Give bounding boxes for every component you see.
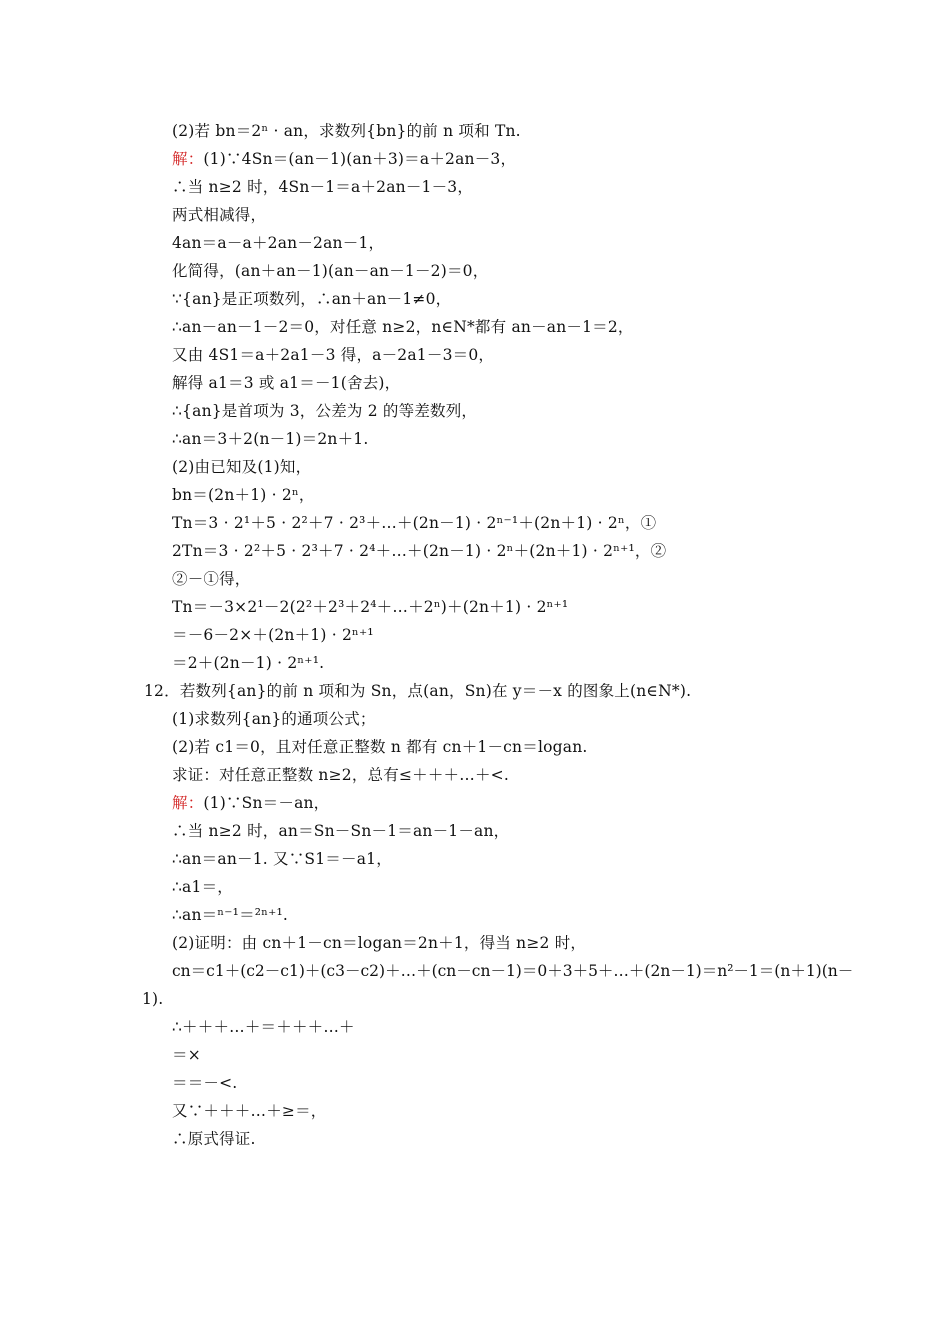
text-line: ∴当 n≥2 时，4Sn－1＝a＋2an－1－3， bbox=[172, 178, 474, 196]
text-line: ∴an＝ⁿ⁻¹＝²ⁿ⁺¹. bbox=[172, 906, 289, 924]
text-line: 两式相减得， bbox=[172, 206, 267, 224]
text-line: ＝－6－2×＋(2n＋1) · 2ⁿ⁺¹ bbox=[172, 626, 374, 644]
text-line: (1)求数列{an}的通项公式； bbox=[172, 710, 376, 728]
text-line: 又由 4S1＝a＋2a1－3 得，a－2a1－3＝0， bbox=[172, 346, 495, 364]
text-line: 解：(1)∵Sn＝－an， bbox=[172, 794, 330, 812]
problem-heading: 12．若数列{an}的前 n 项和为 Sn，点(an，Sn)在 y＝－x 的图象上(n∈N*). bbox=[144, 682, 692, 700]
text-line: 求证：对任意正整数 n≥2，总有≤＋＋＋…＋<. bbox=[172, 766, 509, 784]
text-line: cn＝c1＋(c2－c1)＋(c3－c2)＋…＋(cn－cn－1)＝0＋3＋5＋…＋(2n－1)＝n²－1＝(n＋1)(n－ bbox=[172, 962, 854, 980]
text-line: ②－①得， bbox=[172, 570, 251, 588]
solution-label: 解： bbox=[172, 794, 204, 812]
text-line: (2)由已知及(1)知， bbox=[172, 458, 312, 476]
text-line: bn＝(2n＋1) · 2ⁿ， bbox=[172, 486, 315, 504]
text-line: (2)若 c1＝0，且对任意正整数 n 都有 cn＋1－cn＝logan. bbox=[172, 738, 588, 756]
text-line: 4an＝a－a＋2an－2an－1， bbox=[172, 234, 385, 252]
text-line: (2)证明：由 cn＋1－cn＝logan＝2n＋1，得当 n≥2 时， bbox=[172, 934, 587, 952]
text-line: ∴原式得证. bbox=[172, 1130, 256, 1148]
text-line: ∴当 n≥2 时，an＝Sn－Sn－1＝an－1－an， bbox=[172, 822, 510, 840]
text-line: ＝＝－<. bbox=[172, 1074, 238, 1092]
text-line: 2Tn＝3 · 2²＋5 · 2³＋7 · 2⁴＋…＋(2n－1) · 2ⁿ＋(2n＋1) · 2ⁿ⁺¹，② bbox=[172, 542, 667, 560]
text-line: ∴an－an－1－2＝0，对任意 n≥2，n∈N*都有 an－an－1＝2， bbox=[172, 318, 634, 336]
text-line: 化简得，(an＋an－1)(an－an－1－2)＝0， bbox=[172, 262, 489, 280]
text-line: Tn＝3 · 2¹＋5 · 2²＋7 · 2³＋…＋(2n－1) · 2ⁿ⁻¹＋(2n＋1) · 2ⁿ，① bbox=[172, 514, 657, 532]
text-line: Tn＝－3×2¹－2(2²＋2³＋2⁴＋…＋2ⁿ)＋(2n＋1) · 2ⁿ⁺¹ bbox=[172, 598, 569, 616]
text-line: 解：(1)∵4Sn＝(an－1)(an＋3)＝a＋2an－3， bbox=[172, 150, 517, 168]
text-line: ∴{an}是首项为 3，公差为 2 的等差数列， bbox=[172, 402, 478, 420]
text-line: ∴a1＝， bbox=[172, 878, 233, 896]
solution-label: 解： bbox=[172, 150, 204, 168]
text-line: ∴an＝an－1. 又∵S1＝－a1， bbox=[172, 850, 392, 868]
text-line: ＝2＋(2n－1) · 2ⁿ⁺¹. bbox=[172, 654, 325, 672]
text-line: ∵{an}是正项数列，∴an＋an－1≠0， bbox=[172, 290, 452, 308]
text-line: ＝× bbox=[172, 1046, 201, 1064]
text-line: 1). bbox=[142, 990, 164, 1008]
text-line: 解得 a1＝3 或 a1＝－1(舍去)， bbox=[172, 374, 401, 392]
text-line: 又∵＋＋＋…＋≥＝， bbox=[172, 1102, 327, 1120]
text-line: (2)若 bn＝2ⁿ · an，求数列{bn}的前 n 项和 Tn. bbox=[172, 122, 521, 140]
text-line: ∴＋＋＋…＋＝＋＋＋…＋ bbox=[172, 1018, 355, 1036]
text-line: ∴an＝3＋2(n－1)＝2n＋1. bbox=[172, 430, 369, 448]
